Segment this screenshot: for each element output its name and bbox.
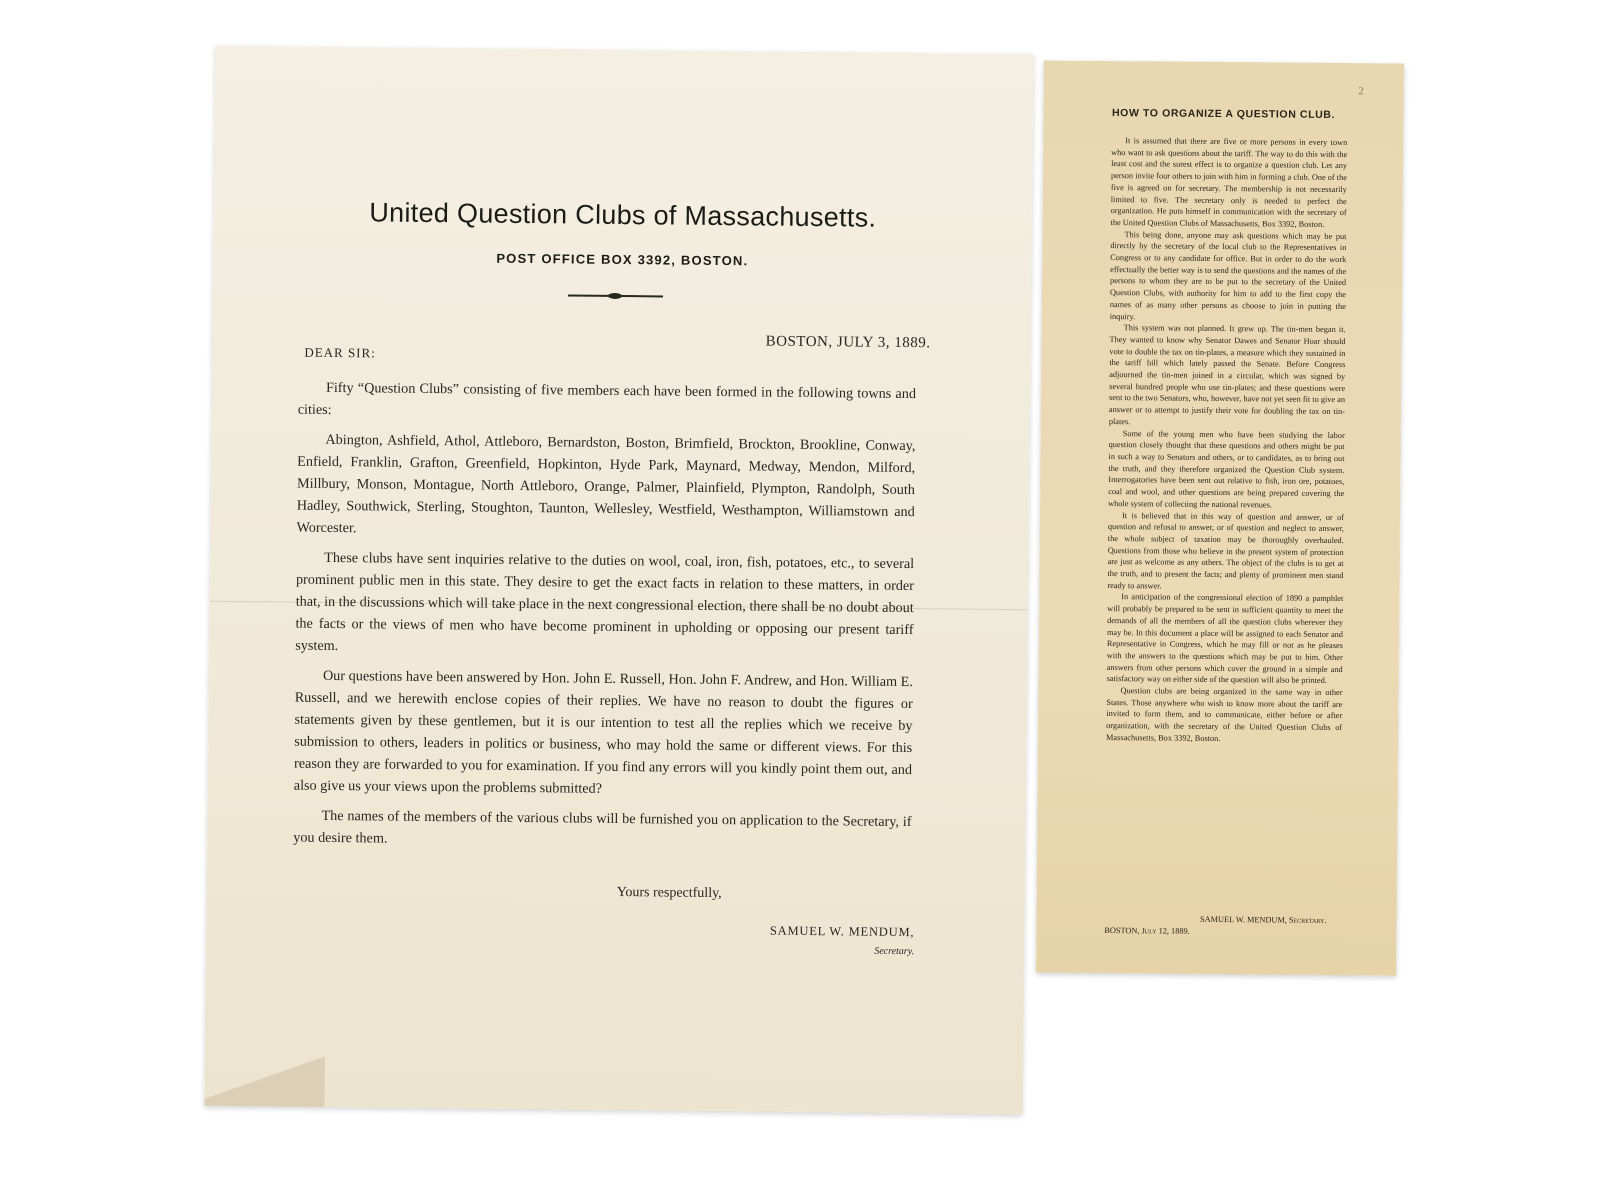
leaflet-paragraph: This system was not planned. It grew up. The tin-men began it. They wanted to know why Senator Dawes and Senator Hoar should vote to double the tax on tin-plates, a measure which they sustained in the tariff bill which lately passed the Senate. Before Congress adjourned the tin-men joined in a circular, which was signed by several hundred people who use tin-plates; and these questions were sent to the two Senators, who, however, have not yet seen fit to give an answer or to attempt to justify their vote for doubling the tax on tin-plates. [1108,323,1346,427]
page-number: 2 [1358,85,1364,98]
leaflet-sheet [1036,60,1404,975]
letter-title: United Question Clubs of Massachusetts. [369,197,877,233]
letter-paragraph: Our questions have been answered by Hon. John E. Russell, Hon. John F. Andrew, and Hon. William E. Russell, and we herewith enclose copies of their replies. We have no reason to doubt the figures or statements given by these gentlemen, but it is our intention to test all the replies which we receive by submission to others, leaders in politics or business, who may hold the same or different views. For this reason they are forwarded to you for examination. If you find any errors will you kindly point them out, and also give us your views upon the problems submitted? [293,667,914,797]
letter-salutation: DEAR SIR: [304,344,376,361]
leaflet-signature-block [1104,913,1340,938]
leaflet-paragraph: Some of the young men who have been studying the labor question closely thought that these questions and others might be put in such a way to Senators and others, or to candidates, as to bring out the truth, and they therefore organized the Question Club system. Interrogatories have been sent out relative to fish, iron ore, potatoes, coal and wool, and other questions are being prepared covering the whole system of collecting the national revenues. [1108,428,1345,510]
letter-dateline: BOSTON, JULY 3, 1889. [765,333,931,352]
leaflet-title: HOW TO ORGANIZE A QUESTION CLUB. [1111,107,1336,121]
letter-closing: Yours respectfully, [616,884,722,902]
leaflet-paragraph: In anticipation of the congressional election of 1890 a pamphlet will probably be prepared to be sent in sufficient quantity to meet the demands of all the members of all the question clubs wherever they may be. In this document a place will be assigned to each Senator and Representative in Congress, which he may fill or not as he pleases with the answers to the questions which may be put to him. Other answers from other persons which cover the ground in a simple and satisfactory way on either side of the question will also be printed. [1106,592,1344,686]
leaflet-paragraph: It is believed that in this way of question and answer, or of question and refusal to answer, or of question and neglect to answer, the whole subject of taxation may be thoroughly overhauled. Questions from those who believe in the present system of protection are just as welcome as any others. The object of the clubs is to get at the truth, and to present the facts; and plenty of prominent men stand ready to answer. [1107,510,1345,591]
letter-sheet [204,46,1033,1115]
letter-town-list: Abington, Ashfield, Athol, Attleboro, Bernardston, Boston, Brimfield, Brockton, Brookline, Conway, Enfield, Franklin, Grafton, Greenfield, Hopkinton, Hyde Park, Maynard, Medway, Mendon, Milford, Millbury, Monson, Montague, North Attleboro, Orange, Palmer, Plainfield, Plympton, Randolph, South Hadley, Southwick, Sterling, Stoughton, Taunton, Wellesley, Westfield, Westhampton, Williamstown and Worcester. [296,431,916,537]
leaflet-signature: SAMUEL W. MENDUM, Secretary. [1200,914,1327,925]
leaflet-paragraph: It is assumed that there are five or more persons in every town who want to ask questions about the tariff. The way to do this with the least cost and the surest effect is to organize a question club. Let any person invite four others to join with him in forming a club. One of the five is agreed on for secretary. The membership is not necessarily limited to five. The secretary only is needed to perfect the organization. He puts himself in communication with the secretary of the United Question Clubs of Massachusetts, Box 3392, Boston. [1110,136,1348,229]
leaflet-paragraph: This being done, anyone may ask questions which may be put directly by the secretary of the local club to the Representatives in Congress or to any candidate for office. But in order to do the work effectually the better way is to send the questions and the names of the persons to whom they are to be put to the secretary of the United Question Clubs, with authority for him to add to the first copy the names of as many other persons as choose to join in putting the inquiry. [1109,229,1347,321]
letter-paragraph: Fifty “Question Clubs” consisting of five members each have been formed in the following towns and cities: [297,379,917,418]
letter-body [293,377,916,863]
letter-address: POST OFFICE BOX 3392, BOSTON. [496,250,749,269]
leaflet-paragraph: Question clubs are being organized in the same way in other States. Those anywhere who wish to know more about the tariff are invited to form them, and to communicate, either before or after organization, with the secretary of the United Question Clubs of Massachusetts, Box 3392, Boston. [1106,686,1343,743]
letter-paragraph: The names of the members of the various clubs will be furnished you on application to the Secretary, if you desire them. [293,807,912,847]
paper-corner-wear [204,1036,325,1107]
letter-signer-title: Secretary. [874,945,915,958]
leaflet-date: BOSTON, July 12, 1889. [1104,925,1190,936]
letter-paragraph: These clubs have sent inquiries relative to the duties on wool, coal, iron, fish, potatoes, etc., to several prominent public men in this state. They desire to get the exact facts in relation to these matters, in order that, in the discussions which will take place in the next congressional election, there shall be no doubt about the facts or the views of men who have become prominent in upholding or opposing our present tariff system. [295,549,915,655]
letter-signer: SAMUEL W. MENDUM, [769,923,915,940]
leaflet-body [1106,135,1347,746]
ornament-rule [568,294,663,297]
